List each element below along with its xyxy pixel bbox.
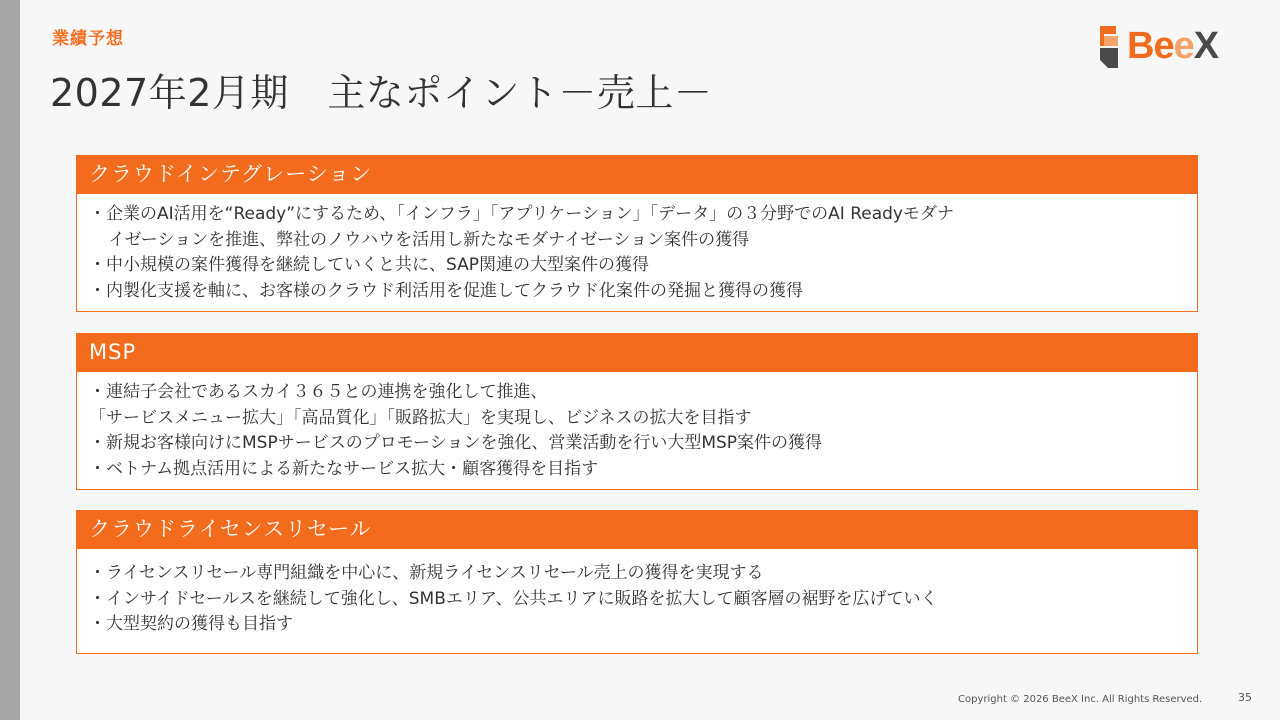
- section-label: 業績予想: [52, 29, 124, 49]
- bullet-item: ・連結子会社であるスカイ３６５との連携を強化して推進、: [89, 382, 548, 402]
- card-body: [77, 549, 1197, 638]
- bullet-item: ・企業のAI活用を“Ready”にするため、「インフラ」「アプリケーション」「データ」の３分野でのAI Readyモダナ: [89, 204, 954, 224]
- copyright-text: Copyright © 2026 BeeX Inc. All Rights Reserved.: [958, 694, 1203, 705]
- left-side-bar: [0, 0, 20, 720]
- bullet-item-continuation: イゼーションを推進、弊社のノウハウを活用し新たなモダナイゼーション案件の獲得: [108, 229, 750, 250]
- bullet-item: ・ベトナム拠点活用による新たなサービス拡大・顧客獲得を目指す: [89, 458, 599, 479]
- bullet-item-continuation: 「サービスメニュー拡大」「高品質化」「販路拡大」を実現し、ビジネスの拡大を目指す: [89, 407, 752, 428]
- beex-logo: [1096, 22, 1236, 72]
- card-body: [77, 194, 1197, 304]
- card-title: クラウドインテグレーション: [77, 156, 1197, 194]
- card-cloud-integration: [76, 155, 1198, 312]
- bullet-item: ・大型契約の獲得も目指す: [89, 614, 293, 634]
- card-title: MSP: [77, 334, 1197, 372]
- card-msp: [76, 333, 1198, 490]
- page-title: 2027年2月期 主なポイント－売上－: [50, 71, 713, 115]
- card-cloud-license-resale: [76, 510, 1198, 654]
- logo-text-e: e: [1173, 25, 1194, 67]
- card-title: クラウドライセンスリセール: [77, 511, 1197, 549]
- logo-mark-icon: [1096, 24, 1122, 70]
- bullet-item: ・インサイドセールスを継続して強化し、SMBエリア、公共エリアに販路を拡大して顧客層の裾野を広げていく: [89, 588, 938, 609]
- bullet-item: ・内製化支援を軸に、お客様のクラウド利活用を促進してクラウド化案件の発掘と獲得の獲得: [89, 280, 803, 301]
- bullet-item: ・中小規模の案件獲得を継続していくと共に、SAP関連の大型案件の獲得: [89, 255, 649, 275]
- bullet-item: ・ライセンスリセール専門組織を中心に、新規ライセンスリセール売上の獲得を実現する: [89, 563, 764, 583]
- logo-text-x: X: [1193, 25, 1219, 67]
- logo-wordmark: [1127, 22, 1218, 70]
- page-number: 35: [1238, 691, 1252, 704]
- card-body: [77, 372, 1197, 482]
- logo-text-be: Be: [1127, 25, 1174, 67]
- bullet-item: ・新規お客様向けにMSPサービスのプロモーションを強化、営業活動を行い大型MSP案件の獲得: [89, 433, 823, 453]
